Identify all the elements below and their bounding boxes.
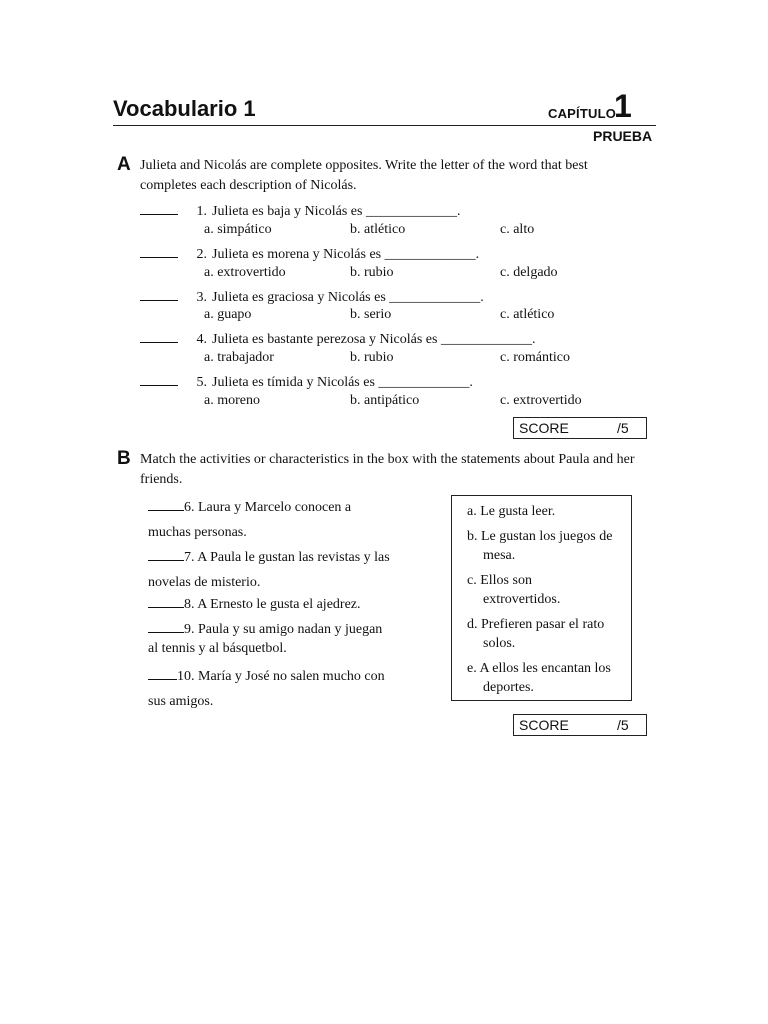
option-c: c. romántico [500, 350, 570, 365]
option-b: b. rubio [350, 350, 394, 365]
score-box-a[interactable] [513, 417, 647, 439]
list-item [148, 595, 393, 615]
item-text: Paula y su amigo nadan y juegan al tennis y al básquetbol. [148, 622, 383, 656]
section-a-letter: A [117, 154, 131, 175]
question-row [140, 289, 484, 306]
item-number: 6. [184, 500, 195, 515]
choice-text: Le gusta leer. [480, 504, 556, 519]
item-text: Laura y Marcelo conocen a muchas personas. [148, 500, 352, 540]
choice-letter: a. [467, 504, 477, 519]
choices-box [451, 495, 632, 701]
page-title: Vocabulario 1 [113, 96, 256, 121]
answer-blank[interactable] [140, 331, 178, 343]
answer-blank[interactable] [148, 499, 184, 511]
answer-blank[interactable] [140, 374, 178, 386]
question-number: 4. [196, 332, 207, 347]
option-b: b. atlético [350, 222, 406, 237]
chapter-number: 1 [614, 88, 632, 124]
option-a: a. guapo [204, 307, 252, 322]
header-rule [113, 125, 656, 126]
item-number: 9. [184, 622, 195, 637]
choice-text: A ellos les encantan los deportes. [479, 661, 611, 695]
quiz-label: PRUEBA [593, 128, 653, 144]
option-c: c. alto [500, 222, 535, 237]
score-label: SCORE [519, 717, 569, 733]
choice-text: Ellos son extrovertidos. [480, 573, 561, 607]
item-number: 7. [184, 550, 195, 565]
choice-item [467, 571, 593, 609]
choice-item [467, 502, 617, 521]
choice-letter: b. [467, 529, 478, 544]
choice-letter: e. [467, 661, 477, 676]
choice-item [467, 527, 633, 565]
answer-blank[interactable] [140, 203, 178, 215]
choice-text: Prefieren pasar el rato solos. [481, 617, 605, 651]
choice-text: Le gustan los juegos de mesa. [481, 529, 613, 563]
item-number: 8. [184, 597, 195, 612]
answer-blank[interactable] [148, 596, 184, 608]
item-text: A Ernesto le gusta el ajedrez. [197, 597, 361, 612]
answer-blank[interactable] [148, 549, 184, 561]
question-row [140, 331, 535, 348]
list-item [148, 495, 393, 545]
question-number: 5. [196, 375, 207, 390]
option-c: c. extrovertido [500, 393, 582, 408]
answer-blank[interactable] [140, 289, 178, 301]
option-c: c. delgado [500, 265, 558, 280]
section-a-instructions: Julieta and Nicolás are complete opposites. Write the letter of the word that best completes each description of Nicolás. [140, 158, 588, 193]
list-item [148, 664, 393, 714]
option-b: b. serio [350, 307, 392, 322]
item-number: 10. [177, 669, 195, 684]
score-label: SCORE [519, 420, 569, 436]
option-c: c. atlético [500, 307, 555, 322]
chapter-label: CAPÍTULO [548, 106, 617, 121]
question-text: Julieta es baja y Nicolás es _____________. [212, 204, 461, 219]
choice-item [467, 659, 633, 697]
question-text: Julieta es bastante perezosa y Nicolás es _____________. [212, 332, 536, 347]
answer-blank[interactable] [140, 246, 178, 258]
score-total: /5 [617, 717, 629, 733]
score-box-b[interactable] [513, 714, 647, 736]
section-b-letter: B [117, 448, 131, 469]
choice-letter: c. [467, 573, 477, 588]
question-row [140, 374, 473, 391]
option-b: b. antipático [350, 393, 420, 408]
option-a: a. trabajador [204, 350, 274, 365]
item-text: A Paula le gustan las revistas y las novelas de misterio. [148, 550, 390, 590]
answer-blank[interactable] [148, 668, 177, 680]
choice-letter: d. [467, 617, 478, 632]
option-a: a. extrovertido [204, 265, 286, 280]
question-number: 3. [196, 290, 207, 305]
choice-item [467, 615, 633, 653]
question-row [140, 203, 460, 220]
option-a: a. simpático [204, 222, 272, 237]
question-number: 2. [196, 247, 207, 262]
question-row [140, 246, 479, 263]
list-item [148, 620, 393, 658]
answer-blank[interactable] [148, 621, 184, 633]
question-text: Julieta es graciosa y Nicolás es _____________. [212, 290, 484, 305]
item-text: María y José no salen mucho con sus amigos. [148, 669, 385, 709]
question-text: Julieta es tímida y Nicolás es _____________. [212, 375, 473, 390]
score-total: /5 [617, 420, 629, 436]
list-item [148, 545, 393, 595]
option-b: b. rubio [350, 265, 394, 280]
section-b-instructions: Match the activities or characteristics in the box with the statements about Paula and her friends. [140, 452, 635, 487]
option-a: a. moreno [204, 393, 260, 408]
question-text: Julieta es morena y Nicolás es _____________. [212, 247, 480, 262]
question-number: 1. [196, 204, 207, 219]
